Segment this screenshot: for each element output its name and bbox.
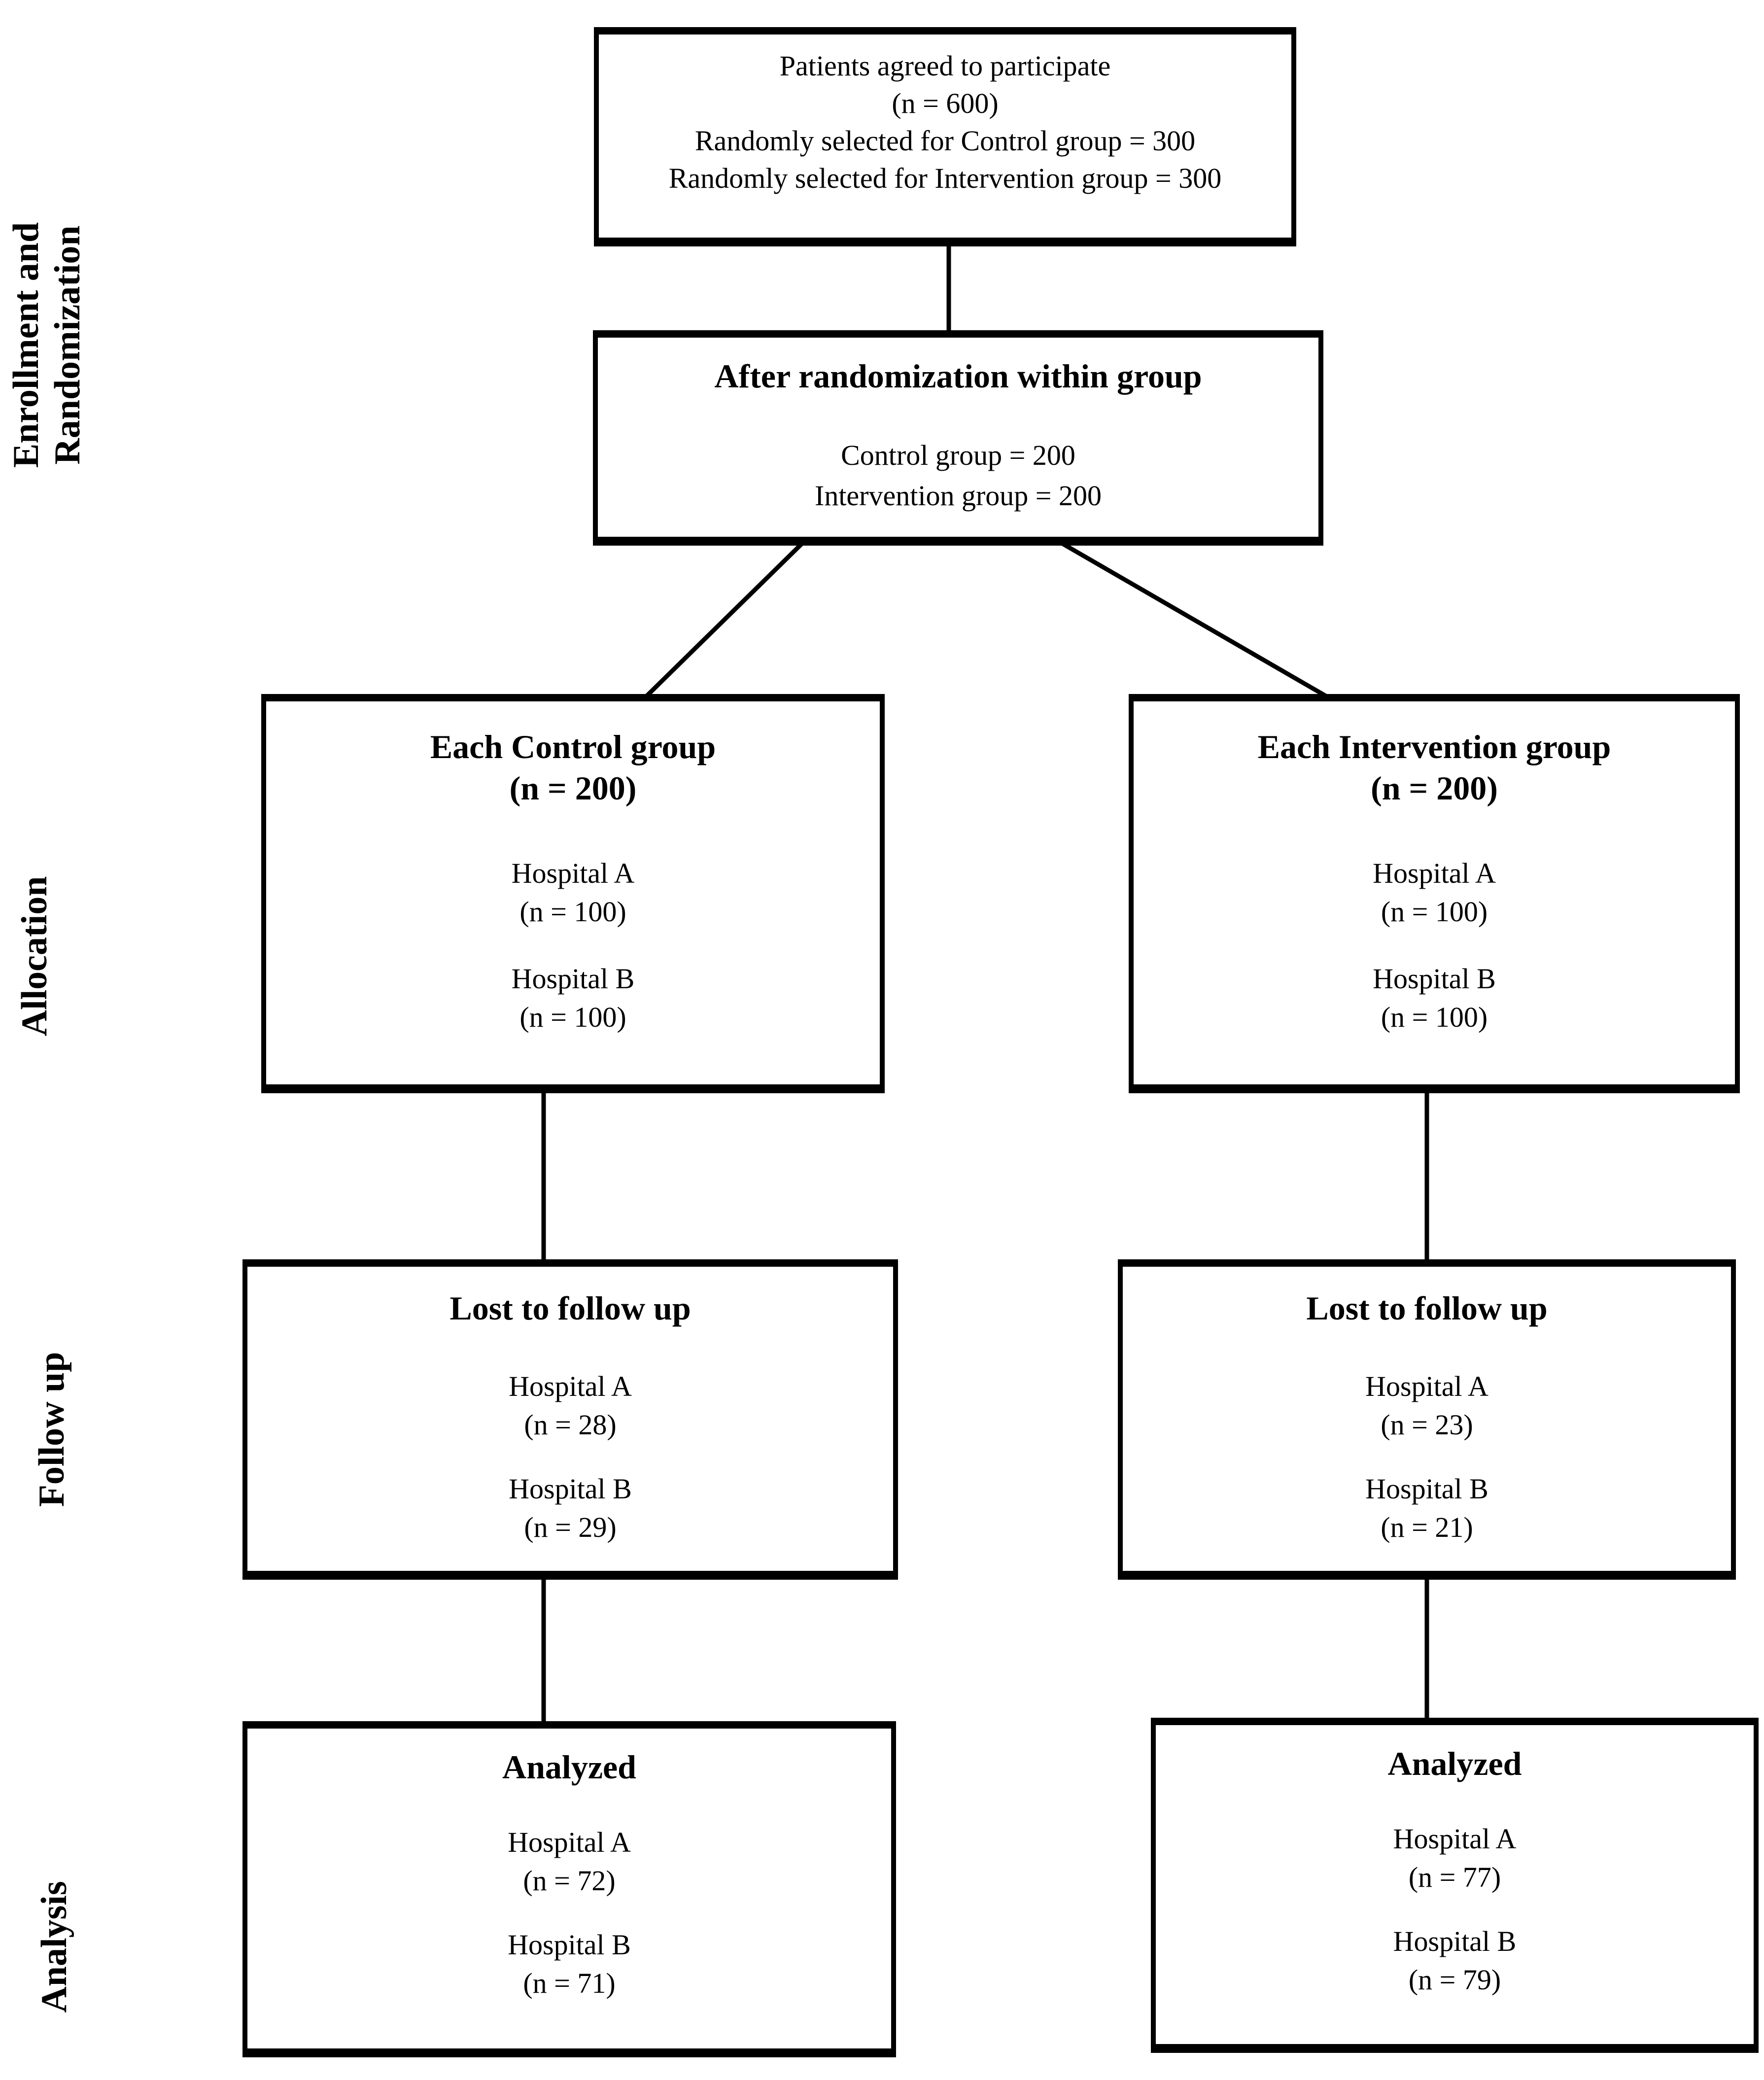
followup-control-title: Lost to follow up bbox=[450, 1289, 691, 1327]
stage-label-enrollment-randomization bbox=[5, 187, 88, 503]
stage-label-allocation: Allocation bbox=[14, 876, 55, 1037]
hospital-b-label: Hospital B bbox=[509, 1473, 632, 1505]
allocation-intervention-n: (n = 200) bbox=[1371, 769, 1498, 807]
hospital-a-count: (n = 23) bbox=[1381, 1409, 1473, 1441]
hospital-a-count: (n = 72) bbox=[523, 1865, 616, 1897]
hospital-a-label: Hospital A bbox=[1373, 857, 1496, 889]
stage-label-analysis: Analysis bbox=[34, 1881, 74, 2013]
hospital-b-count: (n = 71) bbox=[523, 1967, 616, 1999]
hospital-a-count: (n = 100) bbox=[519, 896, 626, 928]
stage-label-line: Enrollment and bbox=[6, 222, 46, 468]
randomization-intervention-count: Intervention group = 200 bbox=[815, 480, 1102, 512]
stage-label-line: Randomization bbox=[47, 225, 88, 465]
stage-label-followup: Follow up bbox=[32, 1352, 72, 1507]
randomization-title: After randomization within group bbox=[714, 357, 1202, 395]
hospital-b-label: Hospital B bbox=[511, 963, 635, 995]
allocation-control-title: Each Control group bbox=[430, 728, 716, 765]
hospital-b-label: Hospital B bbox=[1393, 1925, 1517, 1957]
hospital-b-count: (n = 21) bbox=[1381, 1511, 1473, 1543]
hospital-a-count: (n = 100) bbox=[1381, 896, 1488, 928]
allocation-control-box bbox=[261, 694, 885, 1093]
enrollment-line-3: Randomly selected for Control group = 300 bbox=[694, 125, 1196, 157]
hospital-b-label: Hospital B bbox=[1373, 963, 1496, 995]
hospital-a-count: (n = 28) bbox=[524, 1409, 617, 1441]
connector-randomization-alloc-intervention bbox=[1062, 543, 1326, 696]
hospital-a-label: Hospital A bbox=[1365, 1370, 1488, 1402]
allocation-intervention-box bbox=[1129, 694, 1740, 1093]
hospital-a-label: Hospital A bbox=[508, 1826, 631, 1858]
randomization-box bbox=[593, 330, 1323, 546]
followup-control-box bbox=[242, 1259, 898, 1580]
analysis-control-title: Analyzed bbox=[502, 1748, 636, 1786]
connector-randomization-alloc-control bbox=[647, 543, 802, 696]
hospital-a-label: Hospital A bbox=[1393, 1823, 1517, 1855]
hospital-b-label: Hospital B bbox=[1365, 1473, 1488, 1505]
hospital-b-label: Hospital B bbox=[508, 1929, 631, 1961]
followup-intervention-title: Lost to follow up bbox=[1306, 1289, 1548, 1327]
hospital-a-label: Hospital A bbox=[511, 857, 635, 889]
allocation-intervention-title: Each Intervention group bbox=[1257, 728, 1611, 765]
analysis-control-box bbox=[242, 1721, 896, 2057]
randomization-control-count: Control group = 200 bbox=[841, 439, 1075, 471]
hospital-b-count: (n = 100) bbox=[1381, 1001, 1488, 1033]
hospital-a-count: (n = 77) bbox=[1408, 1861, 1501, 1893]
hospital-b-count: (n = 79) bbox=[1408, 1964, 1501, 1996]
enrollment-line-1: Patients agreed to participate bbox=[779, 50, 1111, 82]
hospital-a-label: Hospital A bbox=[509, 1370, 632, 1402]
followup-intervention-box bbox=[1118, 1259, 1736, 1580]
hospital-b-count: (n = 29) bbox=[524, 1511, 617, 1543]
analysis-intervention-title: Analyzed bbox=[1387, 1745, 1522, 1782]
analysis-intervention-box bbox=[1151, 1718, 1759, 2053]
enrollment-box bbox=[594, 27, 1296, 246]
allocation-control-n: (n = 200) bbox=[509, 769, 637, 807]
enrollment-line-2: (n = 600) bbox=[892, 87, 999, 119]
enrollment-line-4: Randomly selected for Intervention group = 300 bbox=[668, 162, 1222, 194]
hospital-b-count: (n = 100) bbox=[519, 1001, 626, 1033]
